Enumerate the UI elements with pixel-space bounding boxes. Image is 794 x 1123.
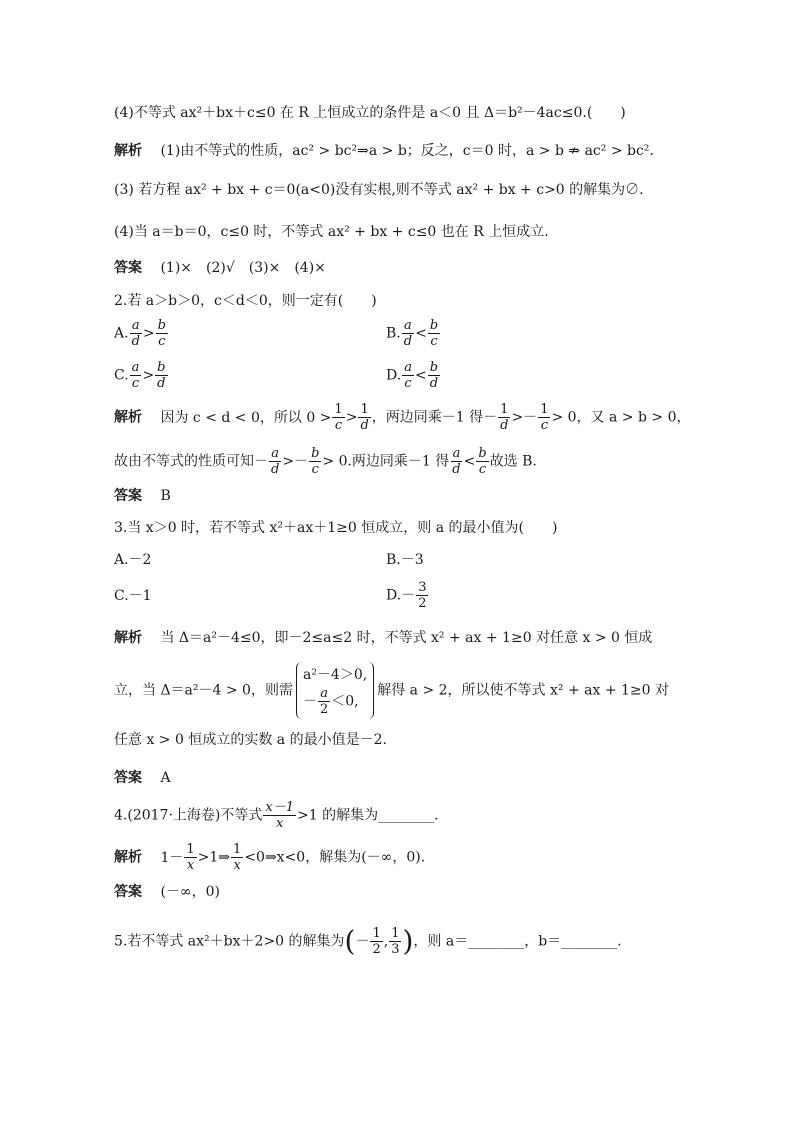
solution-4: [114, 842, 425, 873]
answer-label: 答案: [114, 488, 142, 504]
solution-4-text: <0⇒x<0，解集为(－∞，0).: [244, 849, 426, 866]
option-letter: B.: [386, 325, 401, 342]
answer-2: [114, 486, 171, 506]
q3-option-b: B.－3: [386, 552, 424, 568]
q2-option-d: [386, 360, 441, 391]
system-row-2: － $\frac{a}{2}$ ＜0,: [302, 686, 359, 717]
relation: >－: [282, 453, 309, 470]
fraction: $\frac{1}{3}$: [391, 926, 400, 957]
solution-label: 解析: [114, 143, 142, 159]
q5-text: 5.若不等式 ax²＋bx＋2>0 的解集为: [114, 933, 345, 950]
open-paren: (: [344, 924, 356, 958]
q4-text: 4.(2017·上海卷)不等式: [114, 807, 263, 824]
fraction: $\frac{1}{d}$: [500, 402, 509, 433]
fraction: $\frac{1}{x}$: [186, 842, 195, 873]
fraction: $\frac{a}{d}$: [403, 318, 413, 349]
solution-1-line-3: (4)当 a＝b＝0，c≤0 时，不等式 ax² + bx + c≤0 也在 R 上恒成立.: [114, 224, 549, 240]
solution-2-line-2: [114, 446, 537, 477]
fraction: $\frac{1}{c}$: [540, 402, 549, 433]
relation: >: [345, 409, 358, 426]
answer-4-text: (－∞，0): [160, 884, 220, 900]
fraction: $\frac{a}{d}$: [271, 446, 280, 477]
q4-statement: (4)不等式 ax²＋bx＋c≤0 在 R 上恒成立的条件是 a＜0 且 Δ＝b²－4ac≤0.( ): [114, 105, 626, 121]
fraction: $\frac{1}{c}$: [334, 402, 343, 433]
minus-sign: －: [355, 933, 370, 950]
answer-3-text: A: [160, 770, 171, 786]
q2-option-a: [114, 318, 169, 349]
fraction: $\frac{a}{c}$: [131, 360, 140, 391]
fraction: $\frac{1}{d}$: [360, 402, 369, 433]
answer-label: 答案: [114, 770, 142, 786]
q3-stem: 3.当 x＞0 时，若不等式 x²＋ax＋1≥0 恒成立，则 a 的最小值为( ): [114, 520, 558, 536]
answer-1: [114, 258, 326, 278]
solution-2-text: > 0，又 a > b > 0，: [551, 409, 691, 426]
solution-3-text: 当 Δ＝a²－4≤0，即－2≤a≤2 时，不等式 x² + ax + 1≥0 对任意 x > 0 恒成: [160, 630, 653, 646]
q3-option-d: [386, 580, 429, 611]
option-letter: A.: [114, 325, 129, 342]
fraction: $\frac{b}{d}$: [429, 360, 439, 391]
solution-3-text: 解得 a > 2，所以使不等式 x² + ax + 1≥0 对: [377, 682, 669, 699]
answer-2-text: B: [160, 488, 171, 504]
q3-option-a: A.－2: [114, 552, 152, 568]
solution-4-text: >1⇒: [197, 849, 231, 866]
relation: <: [414, 367, 427, 384]
system-row-1: a²－4＞0,: [302, 667, 368, 683]
solution-2-line-1: [114, 402, 690, 433]
solution-1-line-1: [114, 141, 654, 161]
option-letter: C.: [114, 367, 129, 384]
answer-4: [114, 882, 220, 902]
answer-label: 答案: [114, 260, 142, 276]
fraction: $\frac{a}{c}$: [404, 360, 412, 391]
q5-text: ，则 a＝________，b＝________.: [413, 933, 622, 950]
fraction: $\frac{a}{d}$: [131, 318, 140, 349]
relation: >－: [511, 409, 538, 426]
answer-1-text: (1)× (2)√ (3)× (4)×: [160, 260, 326, 276]
relation: <: [463, 453, 476, 470]
solution-3-line-1: [114, 628, 652, 648]
q3-option-c: C.－1: [114, 588, 152, 604]
option-letter: D.: [386, 367, 402, 384]
solution-3-text: 立，当 Δ＝a²－4 > 0，则需: [114, 682, 293, 699]
comma: ,: [383, 933, 389, 950]
solution-label: 解析: [114, 630, 142, 646]
fraction: $\frac{a}{d}$: [452, 446, 461, 477]
fraction: $\frac{b}{c}$: [157, 318, 166, 349]
solution-2-text: 故由不等式的性质可知－: [114, 453, 268, 470]
solution-2-text: 因为 c < d < 0，所以 0 >: [160, 409, 332, 426]
answer-3: [114, 768, 171, 788]
fraction: $\frac{b}{c}$: [311, 446, 320, 477]
solution-label: 解析: [114, 849, 142, 866]
solution-2-text: ，两边同乘－1 得－: [371, 409, 498, 426]
fraction: $\frac{1}{x}$: [233, 842, 242, 873]
q4-text: >1 的解集为________.: [296, 807, 439, 824]
solution-3-line-3: 任意 x > 0 恒成立的实数 a 的最小值是－2.: [114, 732, 387, 748]
relation: >: [142, 367, 155, 384]
solution-2-text: 故选 B.: [489, 453, 537, 470]
fraction: $\frac{b}{c}$: [429, 318, 439, 349]
fraction: $\frac{x-1}{x}$: [265, 800, 294, 831]
relation: >: [142, 325, 155, 342]
q2-stem: 2.若 a＞b＞0，c＜d＜0，则一定有( ): [114, 293, 377, 309]
fraction: $\frac{b}{d}$: [157, 360, 166, 391]
solution-3-line-2: [114, 662, 669, 719]
answer-label: 答案: [114, 884, 142, 900]
q4-stem: [114, 800, 439, 831]
fraction: $\frac{b}{c}$: [478, 446, 487, 477]
relation: <: [415, 325, 427, 342]
solution-2-text: > 0.两边同乘－1 得: [322, 453, 450, 470]
q5-stem: [114, 926, 622, 957]
q2-option-b: [386, 318, 441, 349]
fraction: $\frac{1}{2}$: [372, 926, 381, 957]
solution-1-line-2: (3) 若方程 ax² + bx + c＝0(a<0)没有实根,则不等式 ax² + bx + c>0 的解集为∅.: [114, 182, 644, 198]
solution-4-text: 1－: [160, 849, 184, 866]
close-paren: ): [402, 924, 414, 958]
option-letter: D.－: [386, 587, 416, 604]
inequality-system: [296, 662, 374, 719]
fraction: $\frac{a}{2}$: [319, 686, 329, 717]
q2-option-c: [114, 360, 169, 391]
fraction: $\frac{3}{2}$: [418, 580, 427, 611]
solution-label: 解析: [114, 409, 142, 426]
solution-1-text-1: (1)由不等式的性质，ac² > bc²⇒a > b；反之，c＝0 时，a > b ⇏ ac² > bc².: [160, 143, 654, 159]
